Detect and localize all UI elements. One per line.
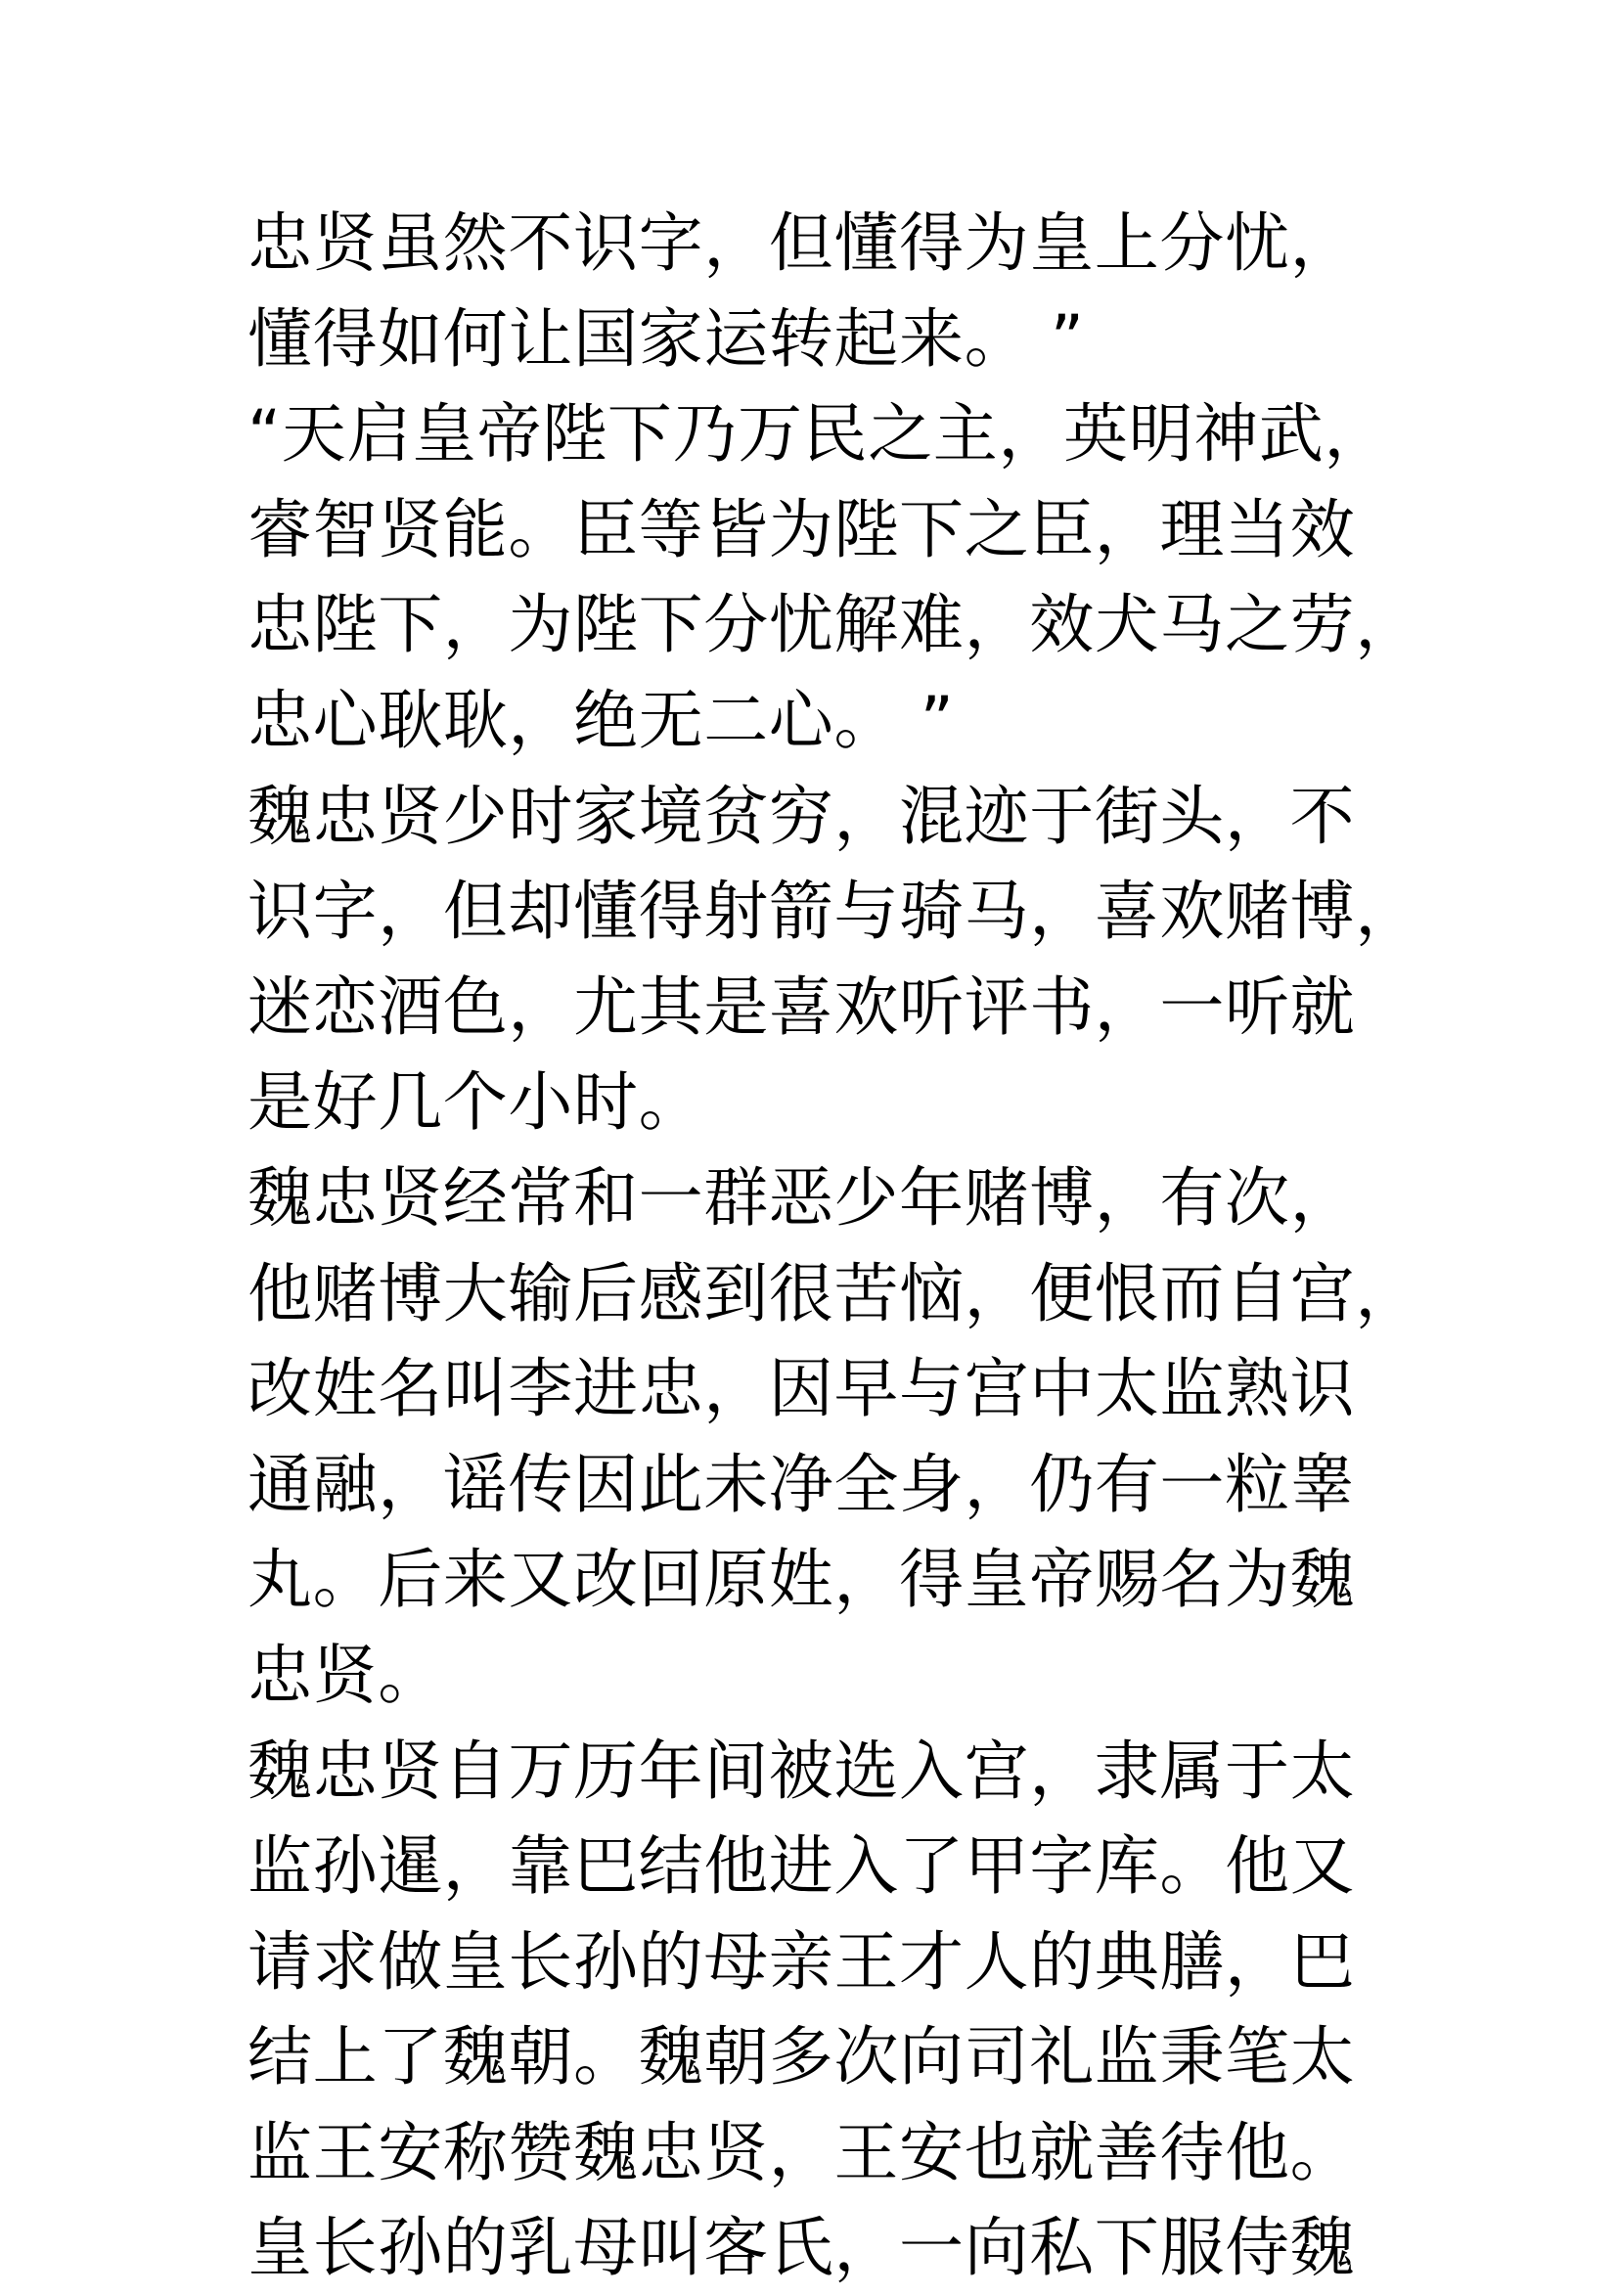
text-line: 监孙暹，靠巴结他进入了甲字库。他又: [247, 1828, 1356, 1905]
text-line: 魏忠贤经常和一群恶少年赌博，有次，: [247, 1159, 1356, 1236]
text-line: 改姓名叫李进忠，因早与宫中太监熟识: [247, 1351, 1356, 1427]
text-line: 他赌博大输后感到很苦恼，便恨而自宫，: [247, 1255, 1420, 1331]
text-line: 识字，但却懂得射箭与骑马，喜欢赌博，: [247, 874, 1420, 950]
text-line: 结上了魏朝。魏朝多次向司礼监秉笔太: [247, 2019, 1356, 2095]
text-line: 通融，谣传因此未净全身，仍有一粒睾: [247, 1446, 1356, 1522]
text-line: 是好几个小时。: [247, 1064, 704, 1141]
text-line: 忠陛下，为陛下分忧解难，效犬马之劳，: [247, 587, 1420, 663]
text-line: 魏忠贤自万历年间被选入宫，隶属于太: [247, 1733, 1356, 1809]
text-line: “天启皇帝陛下乃万民之主，英明神武，: [247, 396, 1389, 473]
text-line: 忠心耿耿，绝无二心。 ”: [247, 682, 955, 758]
text-line: 请求做皇长孙的母亲王才人的典膳，巴: [247, 1923, 1356, 2000]
body-text: [247, 196, 1420, 2296]
text-line: 忠贤。: [247, 1637, 443, 1713]
text-line: 皇长孙的乳母叫客氏，一向私下服侍魏: [247, 2210, 1356, 2286]
text-line: 丸。后来又改回原姓，得皇帝赐名为魏: [247, 1542, 1356, 1618]
text-line: 魏忠贤少时家境贫穷，混迹于街头，不: [247, 778, 1356, 854]
text-line: 迷恋酒色，尤其是喜欢听评书，一听就: [247, 968, 1356, 1045]
text-line: 睿智贤能。臣等皆为陛下之臣，理当效: [247, 491, 1356, 567]
text-line: 懂得如何让国家运转起来。 ”: [247, 300, 1085, 377]
text-line: 忠贤虽然不识字，但懂得为皇上分忧，: [247, 205, 1356, 281]
text-line: 监王安称赞魏忠贤，王安也就善待他。: [247, 2114, 1356, 2190]
